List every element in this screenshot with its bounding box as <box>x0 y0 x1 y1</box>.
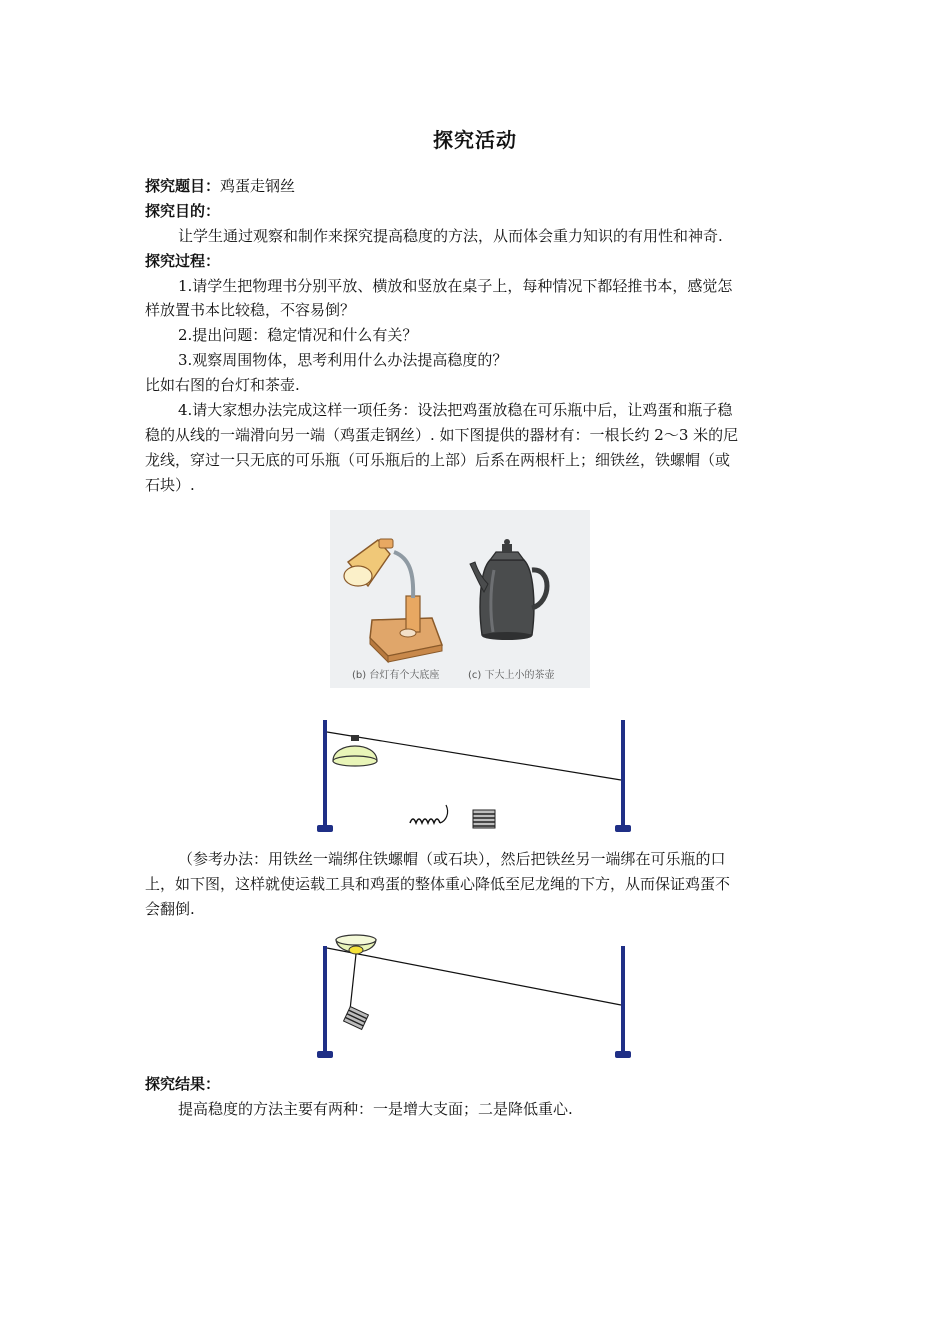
reference-line2: 上，如下图，这样就使运载工具和鸡蛋的整体重心降低至尼龙绳的下方，从而保证鸡蛋不 <box>145 875 731 893</box>
left-pole <box>323 720 327 828</box>
result-label: 探究结果： <box>145 1075 221 1093</box>
page-title: 探究活动 <box>433 128 517 152</box>
egg-wire-solution-diagram <box>300 930 650 1065</box>
purpose-label: 探究目的： <box>145 202 221 220</box>
right-pole-base <box>615 825 631 832</box>
result-text: 提高稳度的方法主要有两种：一是增大支面；二是降低重心. <box>178 1100 573 1118</box>
photo-caption-lamp: (b) 台灯有个大底座 <box>352 670 440 681</box>
nylon-line <box>327 948 621 1005</box>
process-step4-line1: 4.请大家想办法完成这样一项任务：设法把鸡蛋放稳在可乐瓶中后，让鸡蛋和瓶子稳 <box>178 401 733 419</box>
hanging-wire <box>350 954 356 1010</box>
process-step4-line4: 石块）. <box>145 476 195 494</box>
thin-wire-coil <box>410 805 448 823</box>
iron-nut <box>473 810 495 828</box>
process-step4-line3: 龙线，穿过一只无底的可乐瓶（可乐瓶后的上部）后系在两根杆上；细铁丝，铁螺帽（或 <box>145 451 731 469</box>
photo-background <box>330 510 590 688</box>
left-pole-base <box>317 825 333 832</box>
lamp-teapot-photo <box>330 510 590 688</box>
right-pole-base <box>615 1051 631 1058</box>
left-pole <box>323 946 327 1054</box>
topic-value: 鸡蛋走钢丝 <box>220 177 296 195</box>
process-label: 探究过程： <box>145 252 221 270</box>
purpose-text: 让学生通过观察和制作来探究提高稳度的方法，从而体会重力知识的有用性和神奇. <box>178 227 723 245</box>
process-step3-example: 比如右图的台灯和茶壶. <box>145 376 300 394</box>
reference-line1: （参考办法：用铁丝一端绑住铁螺帽（或石块），然后把铁丝另一端绑在可乐瓶的口 <box>178 850 726 868</box>
reference-line3: 会翻倒. <box>145 900 195 918</box>
process-step3: 3.观察周围物体，思考利用什么办法提高稳度的？ <box>178 351 508 369</box>
right-pole <box>621 720 625 828</box>
right-pole <box>621 946 625 1054</box>
hanging-iron-nut <box>344 1007 369 1030</box>
process-step1-line1: 1.请学生把物理书分别平放、横放和竖放在桌子上，每种情况下都轻推书本，感觉怎 <box>178 277 733 295</box>
left-pole-base <box>317 1051 333 1058</box>
topic-line <box>145 176 295 196</box>
process-step1-line2: 样放置书本比较稳，不容易倒？ <box>145 301 356 319</box>
photo-caption-teapot: (c) 下大上小的茶壶 <box>468 670 555 681</box>
topic-label: 探究题目： <box>145 177 221 195</box>
process-step2: 2.提出问题：稳定情况和什么有关？ <box>178 326 418 344</box>
process-step4-line2: 稳的从线的一端滑向另一端（鸡蛋走钢丝）. 如下图提供的器材有：一根长约 2～3 米的尼 <box>145 426 739 444</box>
egg-wire-materials-diagram <box>300 715 650 840</box>
